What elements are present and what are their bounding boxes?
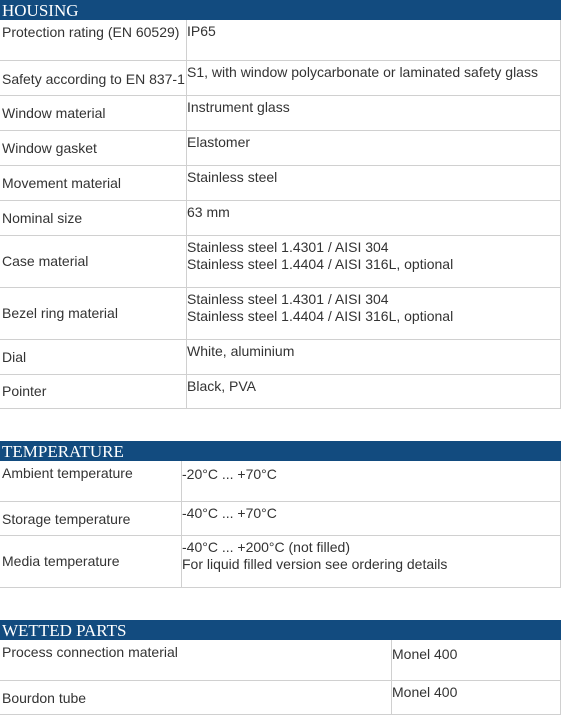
spec-row-window-gasket xyxy=(0,131,561,166)
spec-value: -20°C ... +70°C xyxy=(181,461,561,501)
spec-value: Monel 400 xyxy=(391,681,561,714)
spec-row-dial xyxy=(0,340,561,375)
spec-value: Black, PVA xyxy=(186,375,561,408)
spec-value: -40°C ... +200°C (not filled) For liquid filled version see ordering details xyxy=(181,536,561,587)
housing-table xyxy=(0,20,561,409)
spec-label: Bourdon tube xyxy=(2,690,87,706)
spec-row-process-connection-material xyxy=(0,640,561,681)
temperature-section xyxy=(0,441,561,588)
spec-value: Stainless steel xyxy=(186,166,561,200)
spec-value: Stainless steel 1.4301 / AISI 304 Stainless steel 1.4404 / AISI 316L, optional xyxy=(186,236,561,287)
section-header: TEMPERATURE xyxy=(0,441,561,461)
wetted-parts-section xyxy=(0,620,561,715)
spec-row-bezel-ring-material xyxy=(0,288,561,340)
spec-value: White, aluminium xyxy=(186,340,561,374)
spec-label: Safety according to EN 837-1 xyxy=(2,71,185,87)
spec-label: Bezel ring material xyxy=(2,305,118,321)
wetted-parts-table xyxy=(0,640,561,715)
spec-value: S1, with window polycarbonate or laminated safety glass xyxy=(186,61,561,95)
spec-label: Case material xyxy=(2,253,89,269)
spec-label: Window material xyxy=(2,104,106,121)
temperature-table xyxy=(0,461,561,588)
spec-label: Movement material xyxy=(2,174,122,191)
spec-label: Nominal size xyxy=(2,209,83,226)
spec-row-pointer xyxy=(0,375,561,409)
spec-label: Pointer xyxy=(2,383,47,399)
spec-row-nominal-size xyxy=(0,201,561,236)
spec-row-storage-temperature xyxy=(0,502,561,536)
spec-value: Elastomer xyxy=(186,131,561,165)
spec-row-case-material xyxy=(0,236,561,288)
section-header: WETTED PARTS xyxy=(0,620,561,640)
spec-label: Storage temperature xyxy=(2,511,131,527)
spec-label: Dial xyxy=(2,348,27,365)
spec-label: Window gasket xyxy=(2,139,97,156)
spec-value: Stainless steel 1.4301 / AISI 304 Stainless steel 1.4404 / AISI 316L, optional xyxy=(186,288,561,339)
section-header: HOUSING xyxy=(0,0,561,20)
spec-row-ambient-temperature xyxy=(0,461,561,502)
spec-label: Protection rating (EN 60529) xyxy=(2,24,180,40)
spec-label: Media temperature xyxy=(2,553,120,569)
spec-row-protection-rating xyxy=(0,20,561,61)
spec-row-window-material xyxy=(0,96,561,131)
spec-row-media-temperature xyxy=(0,536,561,588)
spec-row-bourdon-tube xyxy=(0,681,561,715)
spec-value: -40°C ... +70°C xyxy=(181,502,561,535)
spec-label: Ambient temperature xyxy=(2,465,133,481)
spec-row-movement-material xyxy=(0,166,561,201)
spec-label: Process connection material xyxy=(2,644,178,660)
spec-value: Monel 400 xyxy=(391,640,561,680)
spec-row-safety xyxy=(0,61,561,96)
spec-value: IP65 xyxy=(186,20,561,60)
spec-value: Instrument glass xyxy=(186,96,561,130)
spec-value: 63 mm xyxy=(186,201,561,235)
